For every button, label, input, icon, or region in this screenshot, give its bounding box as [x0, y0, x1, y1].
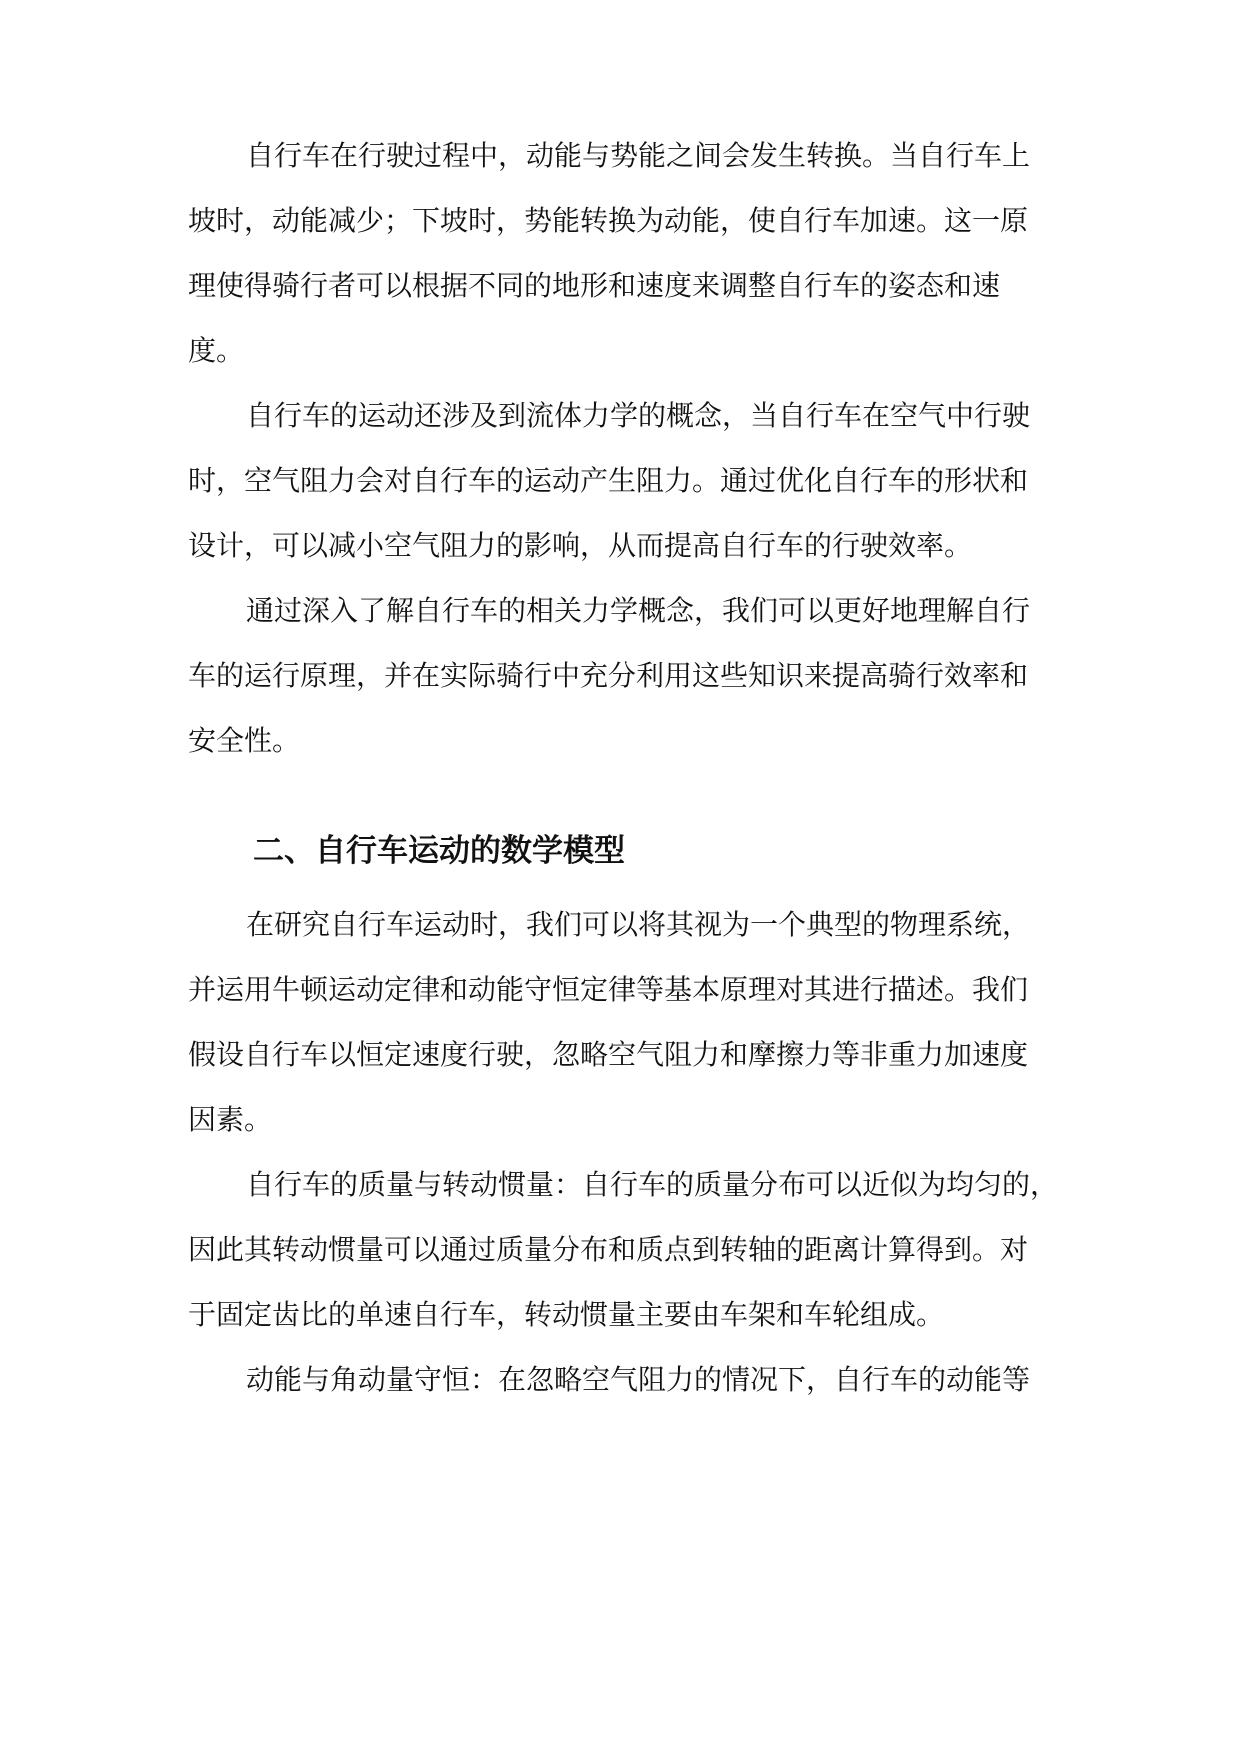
paragraph-text: 设计，可以减小空气阻力的影响，从而提高自行车的行驶效率。	[188, 529, 973, 562]
paragraph-line	[0, 1360, 1241, 1400]
paragraph-text: 通过深入了解自行车的相关力学概念，我们可以更好地理解自行	[246, 594, 1031, 627]
paragraph-text: 时，空气阻力会对自行车的运动产生阻力。通过优化自行车的形状和	[188, 464, 1029, 497]
paragraph-text: 动能与角动量守恒：在忽略空气阻力的情况下，自行车的动能等	[246, 1363, 1031, 1396]
paragraph-line	[0, 1295, 1241, 1335]
section-heading	[0, 829, 1241, 873]
paragraph-text: 在研究自行车运动时，我们可以将其视为一个典型的物理系统，	[246, 908, 1031, 941]
paragraph-line	[0, 591, 1241, 631]
paragraph-line	[0, 905, 1241, 945]
paragraph-text: 自行车在行驶过程中，动能与势能之间会发生转换。当自行车上	[246, 139, 1031, 172]
paragraph-text: 坡时，动能减少；下坡时，势能转换为动能，使自行车加速。这一原	[188, 204, 1029, 237]
paragraph-text: 并运用牛顿运动定律和动能守恒定律等基本原理对其进行描述。我们	[188, 973, 1029, 1006]
paragraph-text: 因此其转动惯量可以通过质量分布和质点到转轴的距离计算得到。对	[188, 1233, 1029, 1266]
paragraph-text: 理使得骑行者可以根据不同的地形和速度来调整自行车的姿态和速	[188, 269, 1001, 302]
paragraph-line	[0, 136, 1241, 176]
paragraph-line	[0, 331, 1241, 371]
paragraph-line	[0, 201, 1241, 241]
paragraph-text: 于固定齿比的单速自行车，转动惯量主要由车架和车轮组成。	[188, 1298, 945, 1331]
section-heading-text: 二、自行车运动的数学模型	[253, 833, 625, 869]
paragraph-line	[0, 1035, 1241, 1075]
paragraph-line	[0, 396, 1241, 436]
paragraph-text: 因素。	[188, 1103, 273, 1136]
paragraph-text: 自行车的质量与转动惯量：自行车的质量分布可以近似为均匀的，	[246, 1168, 1059, 1201]
paragraph-line	[0, 970, 1241, 1010]
paragraph-line	[0, 526, 1241, 566]
paragraph-line	[0, 721, 1241, 761]
paragraph-text: 度。	[188, 334, 245, 367]
paragraph-line	[0, 461, 1241, 501]
paragraph-line	[0, 1165, 1241, 1205]
paragraph-line	[0, 656, 1241, 696]
paragraph-text: 安全性。	[188, 724, 301, 757]
paragraph-text: 车的运行原理，并在实际骑行中充分利用这些知识来提高骑行效率和	[188, 659, 1029, 692]
paragraph-text: 假设自行车以恒定速度行驶，忽略空气阻力和摩擦力等非重力加速度	[188, 1038, 1029, 1071]
paragraph-line	[0, 266, 1241, 306]
paragraph-line	[0, 1100, 1241, 1140]
paragraph-line	[0, 1230, 1241, 1270]
paragraph-text: 自行车的运动还涉及到流体力学的概念，当自行车在空气中行驶	[246, 399, 1031, 432]
